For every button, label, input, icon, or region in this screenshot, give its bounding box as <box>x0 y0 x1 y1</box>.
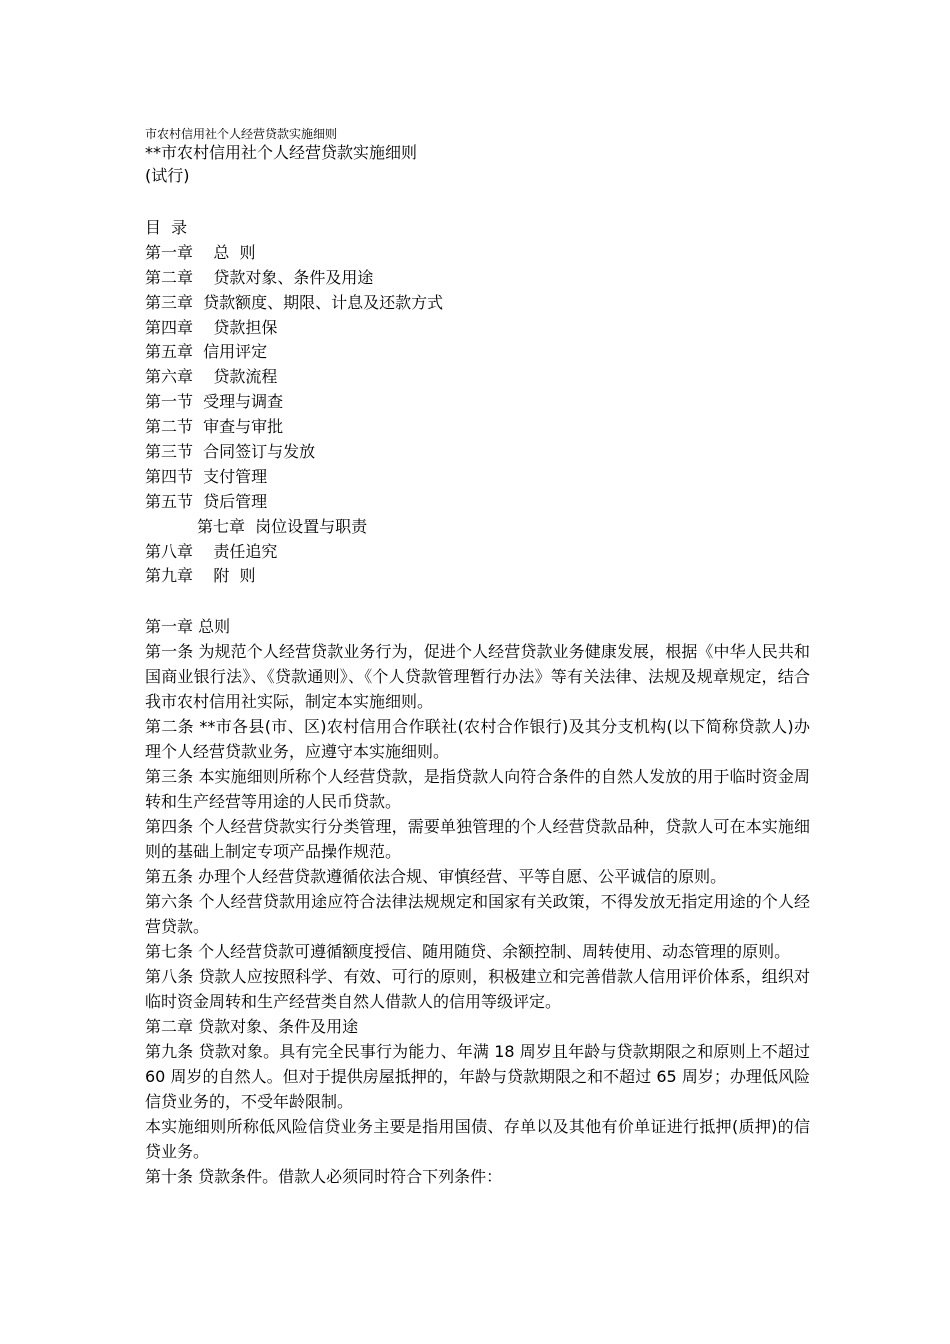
toc-item: 第二节 审查与审批 <box>145 417 284 437</box>
toc-heading: 目 录 <box>145 218 188 237</box>
article-paragraph: 第四条 个人经营贷款实行分类管理，需要单独管理的个人经营贷款品种，贷款人可在本实施细则的基础上制定专项产品操作规范。 <box>145 817 810 861</box>
toc-item: 第一节 受理与调查 <box>145 392 284 412</box>
article-paragraph: 第三条 本实施细则所称个人经营贷款，是指贷款人向符合条件的自然人发放的用于临时资金周转和生产经营等用途的人民币贷款。 <box>145 767 810 811</box>
document-title: **市农村信用社个人经营贷款实施细则 <box>145 143 418 162</box>
toc-item: 第三节 合同签订与发放 <box>145 442 316 462</box>
document-body <box>145 614 810 1189</box>
document-subtitle: (试行) <box>145 166 190 185</box>
toc-item: 第五节 贷后管理 <box>145 491 268 511</box>
toc-item: 第七章 岗位设置与职责 <box>197 516 368 536</box>
article-paragraph: 第六条 个人经营贷款用途应符合法律法规规定和国家有关政策，不得发放无指定用途的个人经营贷款。 <box>145 892 810 936</box>
chapter-heading: 第二章 贷款对象、条件及用途 <box>145 1017 359 1036</box>
toc-item: 第九章 附 则 <box>145 566 256 586</box>
toc-item: 第五章 信用评定 <box>145 342 268 362</box>
article-paragraph: 第七条 个人经营贷款可遵循额度授信、随用随贷、余额控制、周转使用、动态管理的原则。 <box>145 942 791 961</box>
toc-item: 第四节 支付管理 <box>145 466 268 486</box>
article-paragraph: 本实施细则所称低风险信贷业务主要是指用国债、存单以及其他有价单证进行抵押(质押)的信贷业务。 <box>145 1117 810 1161</box>
article-paragraph: 第一条 为规范个人经营贷款业务行为，促进个人经营贷款业务健康发展，根据《中华人民共和国商业银行法》、《贷款通则》、《个人贷款管理暂行办法》等有关法律、法规及规章规定，结合我市农村信用社实际，制定本实施细则。 <box>145 642 810 711</box>
toc-item: 第八章 责任追究 <box>145 541 278 561</box>
article-paragraph: 第八条 贷款人应按照科学、有效、可行的原则，积极建立和完善借款人信用评价体系，组织对临时资金周转和生产经营类自然人借款人的信用等级评定。 <box>145 967 810 1011</box>
article-paragraph: 第二条 **市各县(市、区)农村信用合作联社(农村合作银行)及其分支机构(以下简称贷款人)办理个人经营贷款业务，应遵守本实施细则。 <box>145 717 810 761</box>
document-header: 市农村信用社个人经营贷款实施细则 <box>145 127 338 141</box>
toc-item: 第二章 贷款对象、条件及用途 <box>145 267 374 287</box>
toc-item: 第一章 总 则 <box>145 242 256 262</box>
article-paragraph: 第十条 贷款条件。借款人必须同时符合下列条件： <box>145 1167 503 1186</box>
table-of-contents <box>145 216 443 589</box>
toc-item: 第六章 贷款流程 <box>145 367 278 387</box>
chapter-heading: 第一章 总则 <box>145 617 231 636</box>
toc-item: 第三章 贷款额度、期限、计息及还款方式 <box>145 292 444 312</box>
article-paragraph: 第九条 贷款对象。具有完全民事行为能力、年满 18 周岁且年龄与贷款期限之和原则上不超过 60 周岁的自然人。但对于提供房屋抵押的，年龄与贷款期限之和不超过 65 周岁；办理低风险信贷业务的，不受年龄限制。 <box>145 1042 810 1111</box>
toc-item: 第四章 贷款担保 <box>145 317 278 337</box>
article-paragraph: 第五条 办理个人经营贷款遵循依法合规、审慎经营、平等自愿、公平诚信的原则。 <box>145 867 727 886</box>
